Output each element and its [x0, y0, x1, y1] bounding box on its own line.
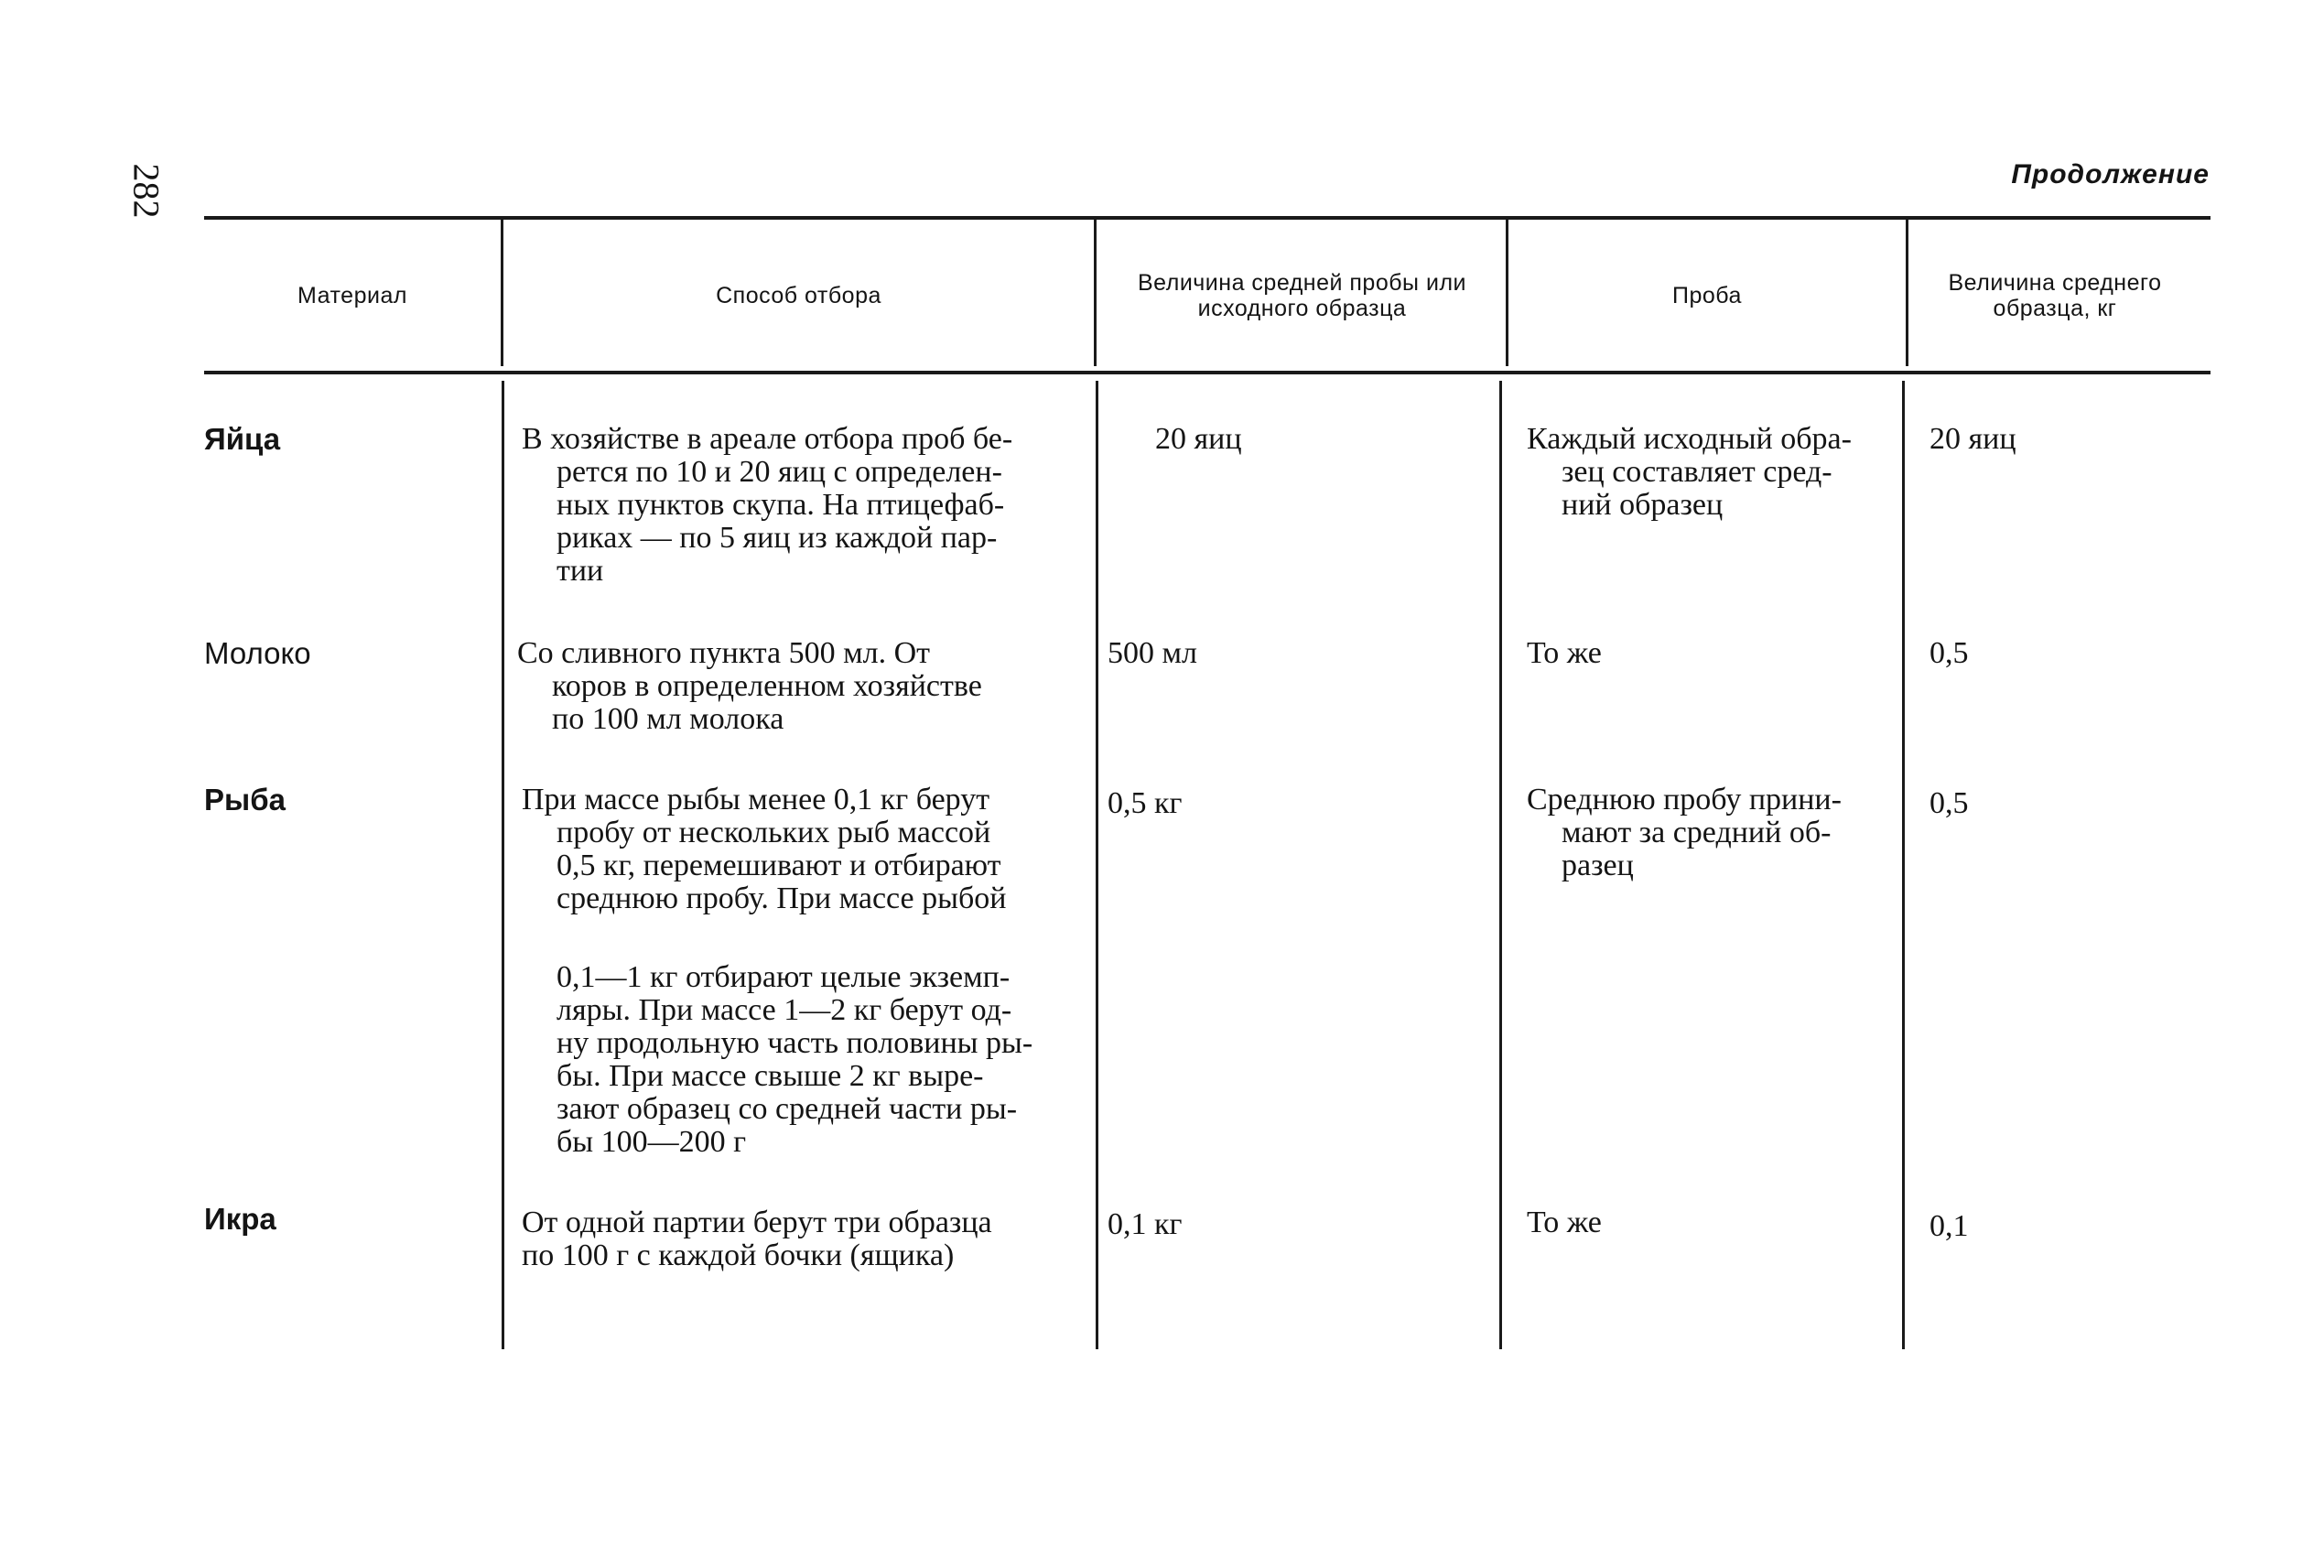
header-avg-size: Величина среднего образца, кг [1948, 269, 2162, 321]
table-header-rule [204, 371, 2211, 374]
row-fish-sample-size: 0,5 кг [1108, 786, 1183, 820]
column-divider [1096, 381, 1098, 1349]
row-caviar-sample-size: 0,1 кг [1108, 1207, 1183, 1241]
row-caviar-probe: То же [1527, 1206, 1602, 1239]
row-eggs-probe: Каждый исходный обра- зец составляет сред- ний образец [1527, 422, 1852, 522]
column-divider [1499, 381, 1502, 1349]
row-milk-material: Молоко [204, 636, 311, 670]
column-divider [1906, 220, 1908, 366]
row-fish-avg-size: 0,5 [1929, 786, 1969, 820]
column-divider [1902, 381, 1905, 1349]
column-divider [1094, 220, 1097, 366]
column-divider [502, 381, 504, 1349]
row-caviar-avg-size: 0,1 [1929, 1209, 1969, 1243]
row-eggs-sample-size: 20 яиц [1155, 422, 1242, 456]
row-fish-method: При массе рыбы менее 0,1 кг берут пробу от нескольких рыб массой 0,5 кг, перемешивают и отбирают среднюю пробу. При массе рыбой [522, 783, 1007, 915]
row-eggs-material: Яйца [204, 422, 281, 456]
row-milk-method: Со сливного пункта 500 мл. От коров в определенном хозяйстве по 100 мл молока [517, 636, 982, 736]
row-fish-method-continued: 0,1—1 кг отбирают целые экземп- ляры. При массе 1—2 кг берут од- ну продольную часть половины ры- бы. При массе свыше 2 кг выре- зают образец со средней части ры- бы 100—200 г [557, 960, 1033, 1159]
page-number: 282 [125, 163, 168, 219]
row-milk-sample-size: 500 мл [1108, 636, 1197, 670]
row-milk-avg-size: 0,5 [1929, 636, 1969, 670]
header-probe: Проба [1672, 282, 1742, 308]
header-material: Материал [297, 282, 407, 308]
row-fish-probe: Среднюю пробу прини- мают за средний об- разец [1527, 783, 1842, 882]
continuation-label: Продолжение [2011, 159, 2210, 189]
row-milk-probe: То же [1527, 636, 1602, 670]
row-caviar-material: Икра [204, 1202, 276, 1236]
row-eggs-avg-size: 20 яиц [1929, 422, 2016, 456]
header-method: Способ отбора [716, 282, 881, 308]
row-fish-material: Рыба [204, 783, 286, 816]
row-caviar-method: От одной партии берут три образца по 100 г с каждой бочки (ящика) [522, 1206, 992, 1272]
header-sample-size: Величина средней пробы или исходного образца [1137, 269, 1466, 321]
row-eggs-method: В хозяйстве в ареале отбора проб бе- рется по 10 и 20 яиц с определен- ных пунктов скупа. На птицефаб- риках — по 5 яиц из каждой пар- тии [522, 422, 1013, 588]
